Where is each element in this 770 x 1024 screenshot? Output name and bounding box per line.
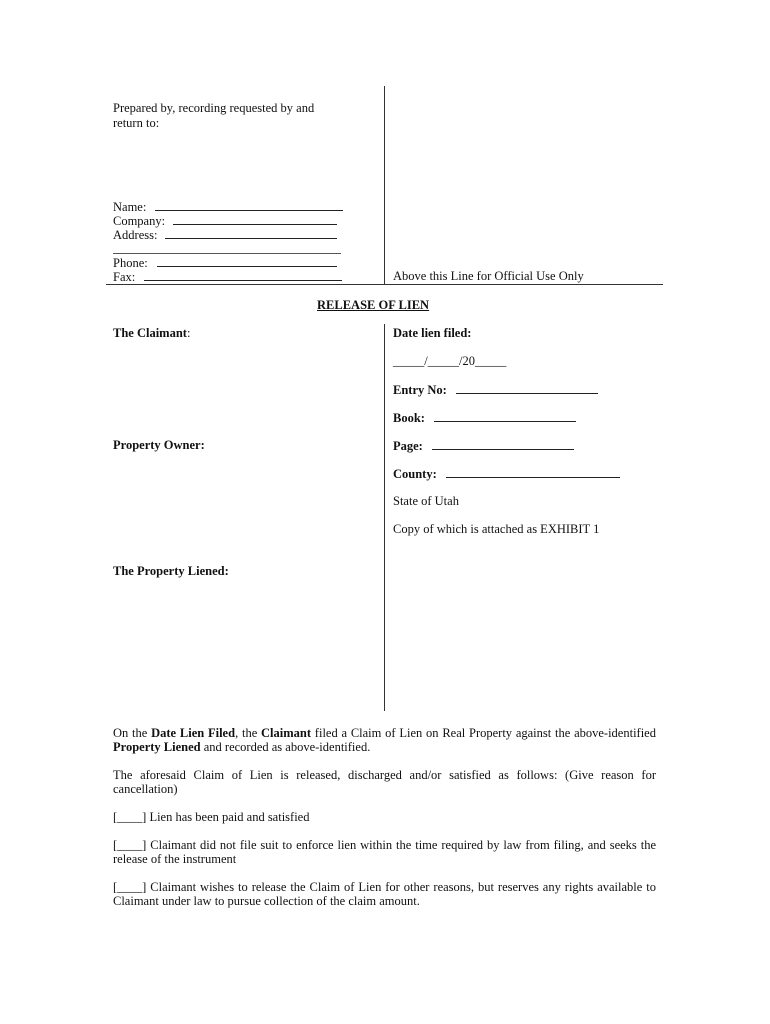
prepared-by-line2: return to: (113, 116, 160, 130)
official-use-divider (106, 284, 663, 285)
state-text: State of Utah (393, 494, 459, 508)
fax-row (113, 269, 342, 285)
county-field[interactable] (446, 466, 620, 478)
phone-label: Phone: (113, 256, 148, 270)
phone-field[interactable] (157, 255, 337, 267)
date-filed-label: Date lien filed: (393, 326, 472, 340)
claimant-label: The Claimant (113, 326, 187, 340)
page-label: Page: (393, 439, 423, 453)
middle-vertical-divider (384, 324, 385, 711)
option-other-text: Claimant wishes to release the Claim of Lien for other reasons, but reserves any rights available to Claimant under law to pursue collection of the claim amount. (113, 880, 656, 908)
fax-field[interactable] (144, 269, 342, 281)
book-label: Book: (393, 411, 425, 425)
book-field[interactable] (434, 410, 576, 422)
option-no-suit-checkbox[interactable]: [____] (113, 838, 147, 852)
book-row (393, 410, 576, 426)
address-label: Address: (113, 228, 158, 242)
prepared-by-line1: Prepared by, recording requested by and (113, 101, 315, 115)
option-paid (113, 810, 656, 824)
company-label: Company: (113, 214, 166, 228)
p1-text-g: and recorded as above-identified. (200, 740, 371, 754)
company-field[interactable] (173, 213, 337, 225)
option-paid-checkbox[interactable]: [____] (113, 810, 147, 824)
option-no-suit (113, 838, 656, 866)
entry-field[interactable] (456, 382, 598, 394)
page-row (393, 438, 574, 454)
official-use-note: Above this Line for Official Use Only (393, 269, 584, 283)
page-field[interactable] (432, 438, 574, 450)
address-extra-line (113, 253, 341, 254)
exhibit-note: Copy of which is attached as EXHIBIT 1 (393, 522, 600, 536)
option-other-checkbox[interactable]: [____] (113, 880, 147, 894)
entry-label: Entry No: (393, 383, 447, 397)
p1-date-lien-filed: Date Lien Filed (151, 726, 236, 740)
property-owner-label: Property Owner: (113, 438, 205, 452)
name-field[interactable] (155, 199, 343, 211)
name-label: Name: (113, 200, 147, 214)
property-liened-label: The Property Liened: (113, 564, 229, 578)
claimant-row (113, 326, 190, 341)
option-other-reasons (113, 880, 656, 908)
claimant-colon: : (186, 326, 191, 340)
county-label: County: (393, 467, 437, 481)
date-filed-field[interactable]: _____/_____/20_____ (393, 354, 507, 368)
p1-text-a: On the (113, 726, 152, 740)
paragraph-lien-filed (113, 726, 656, 754)
county-row (393, 466, 620, 482)
document-title: RELEASE OF LIEN (317, 298, 430, 312)
address-field[interactable] (165, 227, 337, 239)
p1-property-liened: Property Liened (113, 740, 201, 754)
p1-text-c: , the (235, 726, 262, 740)
p1-text-e: filed a Claim of Lien on Real Property against the above-identified (311, 726, 656, 740)
address-row (113, 227, 337, 243)
p1-claimant: Claimant (261, 726, 312, 740)
header-vertical-divider (384, 86, 385, 285)
option-paid-text: Lien has been paid and satisfied (146, 810, 310, 824)
fax-label: Fax: (113, 270, 136, 284)
entry-row (393, 382, 598, 398)
paragraph-released: The aforesaid Claim of Lien is released, discharged and/or satisfied as follows: (Give reason for cancellation) (113, 768, 656, 796)
option-no-suit-text: Claimant did not file suit to enforce lien within the time required by law from filing, and seeks the release of the instrument (113, 838, 656, 866)
